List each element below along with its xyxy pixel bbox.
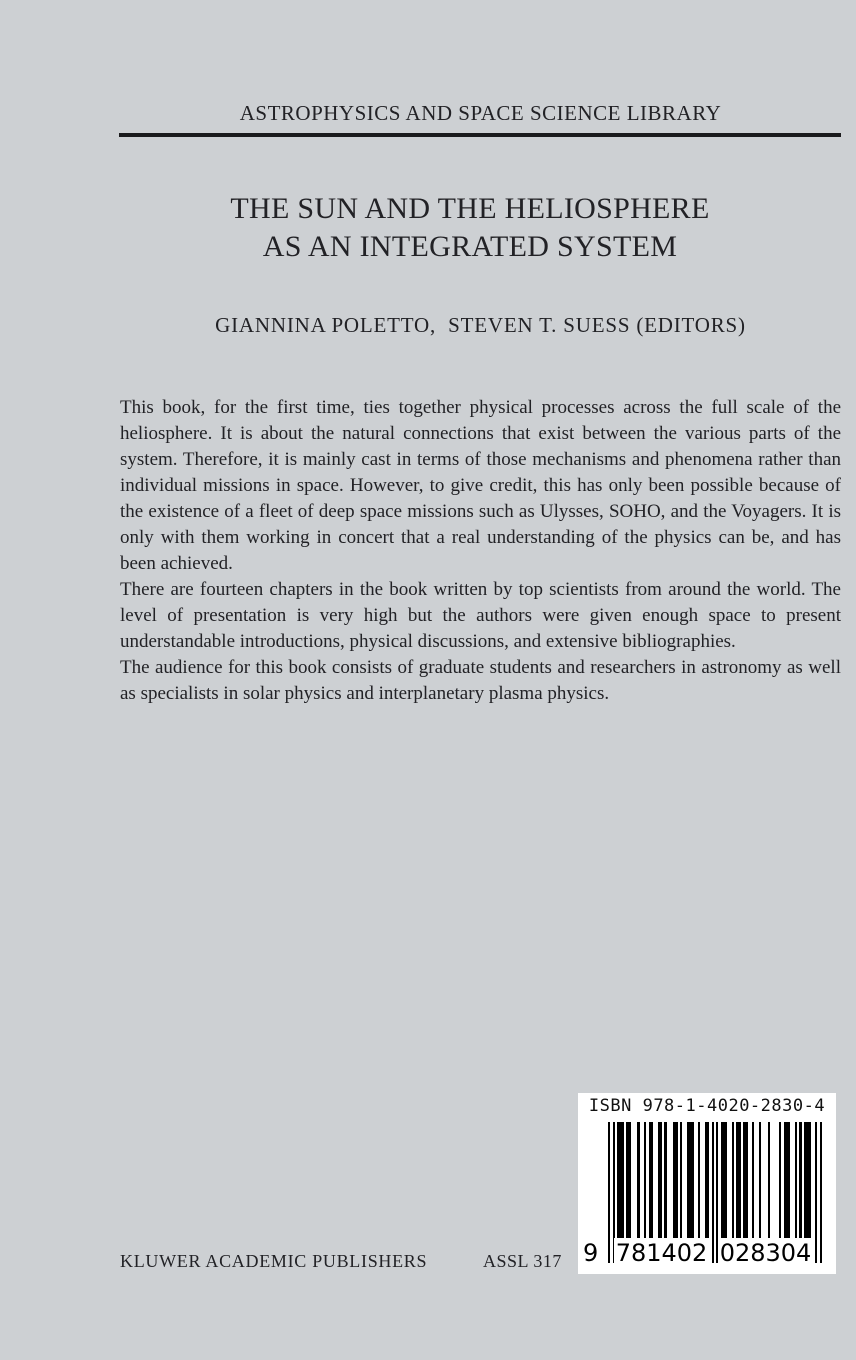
book-title-line-1: THE SUN AND THE HELIOSPHERE [230, 192, 710, 225]
isbn-barcode [578, 1093, 836, 1274]
editors-line: GIANNINA POLETTO, STEVEN T. SUESS (EDITORS) [215, 313, 746, 337]
publisher-name: KLUWER ACADEMIC PUBLISHERS [120, 1251, 428, 1271]
header-divider-rule [119, 133, 841, 137]
series-header: ASTROPHYSICS AND SPACE SCIENCE LIBRARY [239, 101, 722, 125]
synopsis-paragraph-1: This book, for the first time, ties together physical processes across the full scale of the heliosphere. It is about the natural connections that exist between the various parts of the system. Therefore, it is mainly cast in terms of those mechanisms and phenomena rather than individual missions in space. However, to give credit, this has only been possible because of the existence of a fleet of deep space missions such as Ulysses, SOHO, and the Voyagers. It is only with them working in concert that a real understanding of the physics can be, and has been achieved. [120, 397, 841, 574]
series-code: ASSL 317 [483, 1251, 562, 1271]
synopsis-paragraph-2: There are fourteen chapters in the book written by top scientists from around the world. The level of presentation is very high but the authors were given enough space to present understandable introductions, physical discussions, and extensive bibliographies. [120, 579, 841, 652]
synopsis-paragraph-3: The audience for this book consists of graduate students and researchers in astronomy as well as specialists in solar physics and interplanetary plasma physics. [120, 657, 841, 704]
barcode-digit-first: 9 [583, 1239, 599, 1267]
barcode-digit-group-2: 028304 [719, 1239, 812, 1267]
barcode-digits [578, 1238, 836, 1270]
book-title-line-2: AS AN INTEGRATED SYSTEM [262, 230, 678, 263]
barcode-digit-group-1: 781402 [615, 1239, 708, 1267]
book-title [109, 190, 831, 266]
isbn-number-label: ISBN 978-1-4020-2830-4 [588, 1096, 826, 1116]
synopsis [120, 395, 841, 707]
